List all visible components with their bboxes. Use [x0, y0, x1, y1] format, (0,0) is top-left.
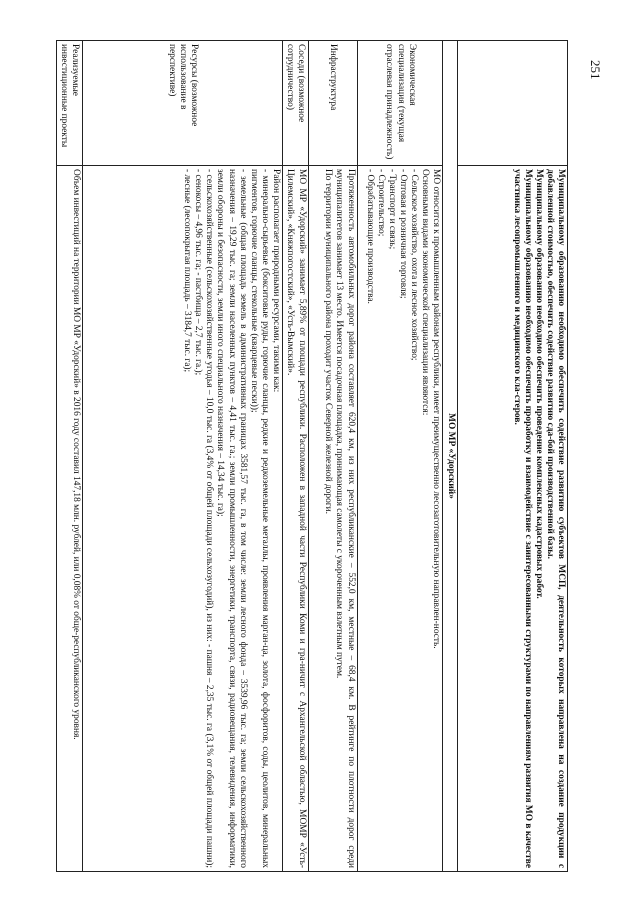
- resources-line-4: - сельскохозяйственные (сельскохозяйственные угодья – 10,0 тыс. га (3,4% от общей площади сельхозугодий), из них: - пашня – 2,35 тыс. га (3,1% от общей площади пашни); - сенокосы – 4,96 тыс. га; - пастбища – 2,7 тыс. га.);: [193, 169, 215, 868]
- resources-line-5: - лесные (лесопокрытая площадь – 3184,7 тыс. га);: [182, 169, 193, 373]
- neighbors-label: Соседи (возможное сотрудничество): [282, 41, 308, 166]
- infrastructure-line-2: По территории муниципального района проходит участок Северной железной дороги.: [323, 169, 334, 515]
- infrastructure-line-1: Протяженность автомобильных дорог района составляет 620,4 км, из них республиканские – 552,0 км, местные – 68,4 км. В рейтинге по плотности дорог среди муниципалитетов занимает 13 место. Имеется посадочная площадка, принимающая самолеты с укороченным взлетным путем.: [334, 169, 356, 868]
- economic-line-3: - Сельское хозяйство, охота и лесное хозяйство;: [409, 169, 420, 361]
- intro-label-cell: [457, 41, 567, 166]
- investments-label: Реализуемые инвестиционные проекты: [57, 41, 83, 166]
- infrastructure-row: [308, 41, 357, 872]
- investments-text: Объем инвестиций на территории МО МР «Удорский» в 2016 году составил 147,18 млн. рублей, или 0,08% от обще-республиканского уровня.: [57, 166, 83, 872]
- resources-text-cell: [82, 166, 282, 872]
- intro-row: [457, 41, 567, 872]
- economic-line-1: МО относится к промышленным районам республики, имеет преимущественно лесозаготовительную направлен-ность.: [431, 169, 442, 649]
- economic-line-2: Основными видами экономической специализации являются:: [420, 169, 431, 416]
- economic-text-cell: [357, 166, 443, 872]
- section-title-row: [443, 41, 457, 872]
- rotated-table-wrapper: [56, 40, 568, 872]
- economic-line-4: - Оптовая и розничная торговля;: [398, 169, 409, 299]
- resources-line-3: - земельные (общая площадь земель в административных границах 3581,57 тыс. га, в том числе: земли лесного фонда – 3539,96 тыс. га; земли сельскохозяйственного назначения – 19,29 тыс. га; земли населенных пунктов – 4,41 тыс. га.; земли промышленности, энергетики, транспорта, связи, радиовещания, телевидения, информатики, земли обороны и безопасности, земли иного специального назначения – 14,34 тыс. га);: [215, 169, 248, 868]
- economic-line-6: - Строительство;: [375, 169, 386, 237]
- economic-label: Экономическая специализация (текущая отраслевая принадлежность): [357, 41, 443, 166]
- resources-line-2: - минерально-сырьевые (бокситовые руды, горючие сланцы, редкие и редкоземельные металлы, проявления марган-ца, золота, фосфоритов, соды, цеолитов, минеральных пигментов, горючие сланцы, стекольные (кварцевые пески));: [248, 169, 270, 868]
- economic-row: [357, 41, 443, 872]
- resources-label: Ресурсы (возможное использование в перспективе): [82, 41, 282, 166]
- intro-paragraph-2: Муниципальному образованию необходимо обеспечить проведение комплексных кадастровых работ.: [533, 169, 544, 599]
- intro-paragraph-1: Муниципальному образованию необходимо обеспечить содействие развитию субъектов МСП, деятельность которых направлена на создание продукции с добавленной стоимостью, обеспечить содействие развитию сда-бой производственной базы.: [544, 169, 566, 868]
- intro-paragraph-3: Муниципальному образованию необходимо обеспечить проработку и взаимодействие с заинтересованными структурами по направлениям развития МО в качестве участника лесопромышленного и медицинского кла-стеров.: [511, 169, 533, 868]
- resources-row: [82, 41, 282, 872]
- neighbors-row: [282, 41, 308, 872]
- section-title: МО МР «Удорский»: [443, 41, 457, 872]
- neighbors-text: МО МР «Удорский» занимает 5,89% от площади республики. Расположен в западной части Республики Коми и гра-ничит с Архангельской областью, МОМР «Усть-Цилемский», «Княжпогостский», «Усть-Вымский».: [282, 166, 308, 872]
- economic-line-5: - Транспорт и связь;: [386, 169, 397, 250]
- investments-row: [57, 41, 83, 872]
- page-number: 251: [588, 60, 603, 80]
- resources-line-1: Район располагает природными ресурсами, такими как:: [270, 169, 281, 393]
- infrastructure-text-cell: [308, 166, 357, 872]
- intro-text-cell: [457, 166, 567, 872]
- economic-line-7: - Обрабатывающие производства.: [364, 169, 375, 304]
- infrastructure-label: Инфраструктура: [308, 41, 357, 166]
- district-profile-table: [56, 40, 568, 872]
